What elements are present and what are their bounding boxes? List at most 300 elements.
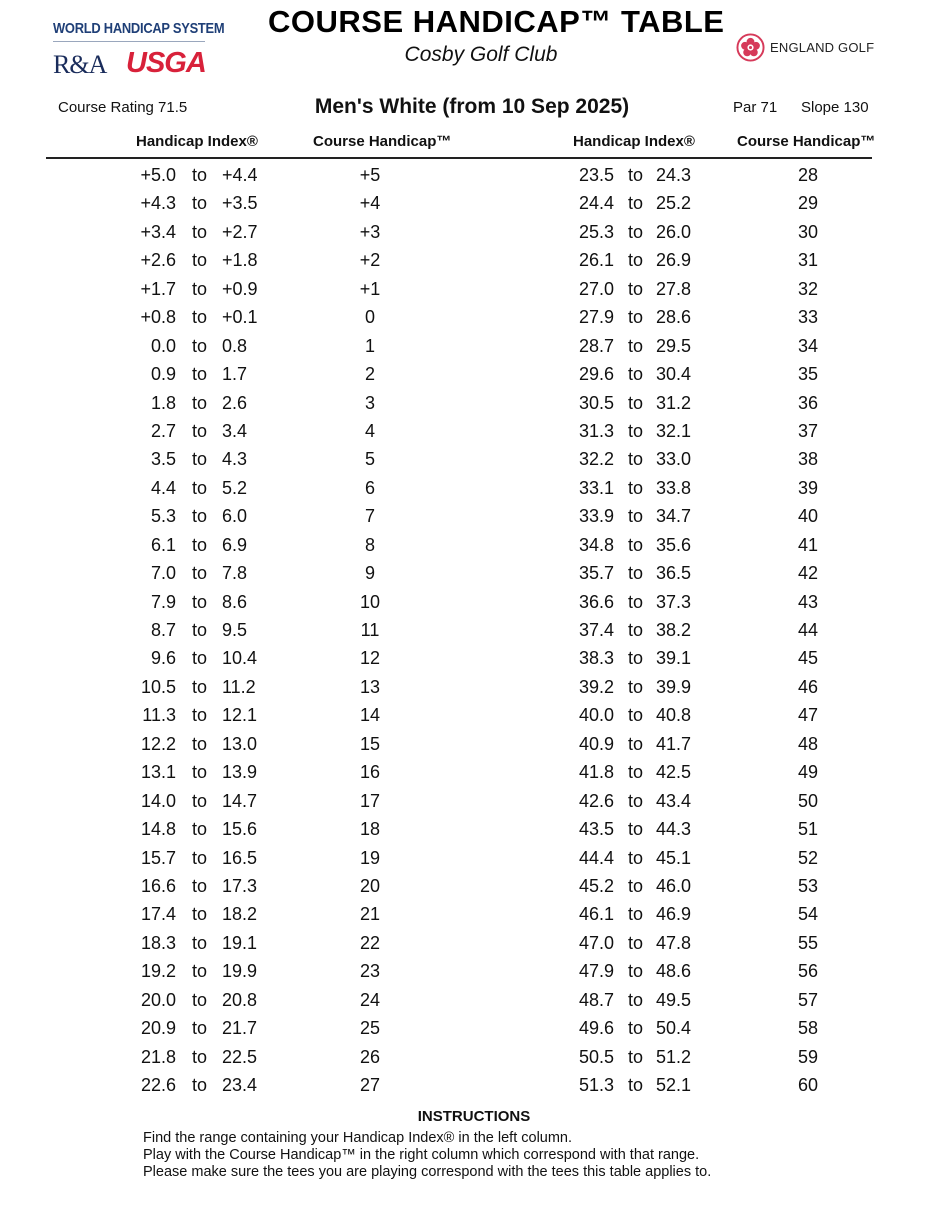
right-to-label: to [628, 1075, 644, 1095]
right-index-to: 34.7 [656, 506, 692, 527]
right-to-label: to [628, 762, 644, 783]
right-index-to: 28.6 [656, 307, 692, 328]
table-row [0, 162, 940, 190]
left-course-handicap: 24 [359, 989, 381, 1010]
left-course-handicap: 23 [359, 961, 381, 982]
right-index-to: 49.5 [656, 989, 692, 1010]
right-to-label: to [628, 620, 644, 640]
left-index-from: 2.7 [150, 420, 176, 441]
left-index-to: 21.7 [222, 1018, 258, 1039]
left-index-from: 11.3 [142, 705, 176, 726]
left-index-to: 22.5 [222, 1046, 258, 1067]
right-index-to: 38.2 [656, 620, 692, 640]
right-course-handicap: 53 [797, 875, 819, 896]
right-index-from: 40.0 [578, 705, 614, 726]
right-course-handicap: 39 [797, 477, 819, 498]
instruction-line-2: Play with the Course Handicap™ in the right column which correspond with that range. [143, 1147, 700, 1163]
table-row [0, 788, 940, 816]
table-row [0, 276, 940, 304]
left-to-label: to [192, 307, 208, 328]
table-row [0, 219, 940, 247]
right-index-from: 40.9 [578, 733, 614, 754]
left-course-handicap: 25 [359, 1018, 381, 1039]
left-to-label: to [192, 420, 208, 441]
instructions-title: INSTRUCTIONS [417, 1108, 531, 1125]
right-index-to: 43.4 [656, 790, 692, 811]
left-to-label: to [192, 392, 208, 413]
left-index-from: 10.5 [140, 676, 176, 697]
right-course-handicap: 29 [797, 193, 819, 214]
header-left-course-handicap: Course Handicap™ [313, 133, 452, 150]
right-to-label: to [628, 563, 644, 584]
right-to-label: to [628, 364, 644, 385]
left-to-label: to [192, 506, 208, 527]
left-to-label: to [192, 932, 208, 953]
right-course-handicap: 48 [797, 733, 819, 754]
table-row [0, 930, 940, 958]
right-course-handicap: 41 [797, 534, 819, 555]
left-course-handicap: 10 [359, 591, 381, 612]
right-index-from: 45.2 [578, 875, 614, 896]
table-row [0, 304, 940, 332]
right-to-label: to [628, 506, 644, 527]
right-course-handicap: 54 [797, 904, 819, 925]
left-index-from: 0.9 [150, 364, 176, 385]
table-row [0, 674, 940, 702]
right-course-handicap: 45 [797, 648, 819, 669]
right-index-to: 32.1 [656, 420, 692, 441]
left-to-label: to [192, 648, 208, 669]
left-index-to: 23.4 [222, 1075, 258, 1095]
left-index-to: 5.2 [222, 477, 248, 498]
right-course-handicap: 55 [797, 932, 819, 953]
left-index-from: 16.6 [140, 875, 176, 896]
left-index-from: 19.2 [140, 961, 176, 982]
left-index-from: 14.8 [140, 819, 176, 840]
left-index-to: 13.9 [222, 762, 258, 783]
left-course-handicap: 5 [364, 449, 375, 470]
right-index-from: 28.7 [578, 335, 614, 356]
left-index-from: 4.4 [150, 477, 176, 498]
left-index-to: 19.9 [222, 961, 258, 982]
table-row [0, 617, 940, 645]
left-to-label: to [192, 364, 208, 385]
right-index-from: 44.4 [578, 847, 614, 868]
right-course-handicap: 35 [797, 364, 819, 385]
table-row [0, 1015, 940, 1043]
left-index-from: 14.0 [140, 790, 176, 811]
right-index-to: 26.9 [656, 250, 692, 271]
course-slope: Slope 130 [801, 99, 869, 116]
tee-title: Men's White (from 10 Sep 2025) [314, 95, 630, 118]
left-course-handicap: +1 [359, 278, 381, 299]
left-index-from: +0.8 [140, 307, 176, 328]
left-to-label: to [192, 193, 208, 214]
right-course-handicap: 44 [797, 620, 819, 640]
right-course-handicap: 31 [797, 250, 819, 271]
left-to-label: to [192, 733, 208, 754]
left-index-to: 10.4 [222, 648, 258, 669]
right-to-label: to [628, 847, 644, 868]
right-to-label: to [628, 449, 644, 470]
table-row [0, 361, 940, 389]
right-index-from: 23.5 [578, 165, 614, 185]
left-index-from: +2.6 [140, 250, 176, 271]
header-rule [46, 157, 872, 159]
right-to-label: to [628, 165, 644, 185]
right-index-from: 43.5 [578, 819, 614, 840]
right-index-to: 33.8 [656, 477, 692, 498]
left-to-label: to [192, 591, 208, 612]
left-course-handicap: 9 [364, 563, 375, 584]
right-index-to: 46.0 [656, 875, 692, 896]
left-index-from: 6.1 [150, 534, 176, 555]
right-course-handicap: 33 [797, 307, 819, 328]
usga-logo: USGA [126, 47, 206, 79]
right-index-from: 49.6 [578, 1018, 614, 1039]
right-to-label: to [628, 591, 644, 612]
right-index-from: 50.5 [578, 1046, 614, 1067]
right-to-label: to [628, 904, 644, 925]
left-course-handicap: 1 [364, 335, 375, 356]
left-index-to: 6.9 [222, 534, 248, 555]
right-index-to: 41.7 [656, 733, 692, 754]
right-to-label: to [628, 1046, 644, 1067]
table-row [0, 759, 940, 787]
right-index-to: 51.2 [656, 1046, 692, 1067]
table-row [0, 503, 940, 531]
left-to-label: to [192, 165, 208, 185]
right-index-from: 37.4 [578, 620, 614, 640]
table-row [0, 901, 940, 929]
left-course-handicap: 8 [364, 534, 375, 555]
left-index-to: 7.8 [222, 563, 248, 584]
left-index-to: 11.2 [222, 676, 256, 697]
left-index-to: 12.1 [222, 705, 258, 726]
table-row [0, 589, 940, 617]
right-index-from: 30.5 [578, 392, 614, 413]
right-to-label: to [628, 420, 644, 441]
right-index-to: 47.8 [656, 932, 692, 953]
left-course-handicap: +4 [359, 193, 381, 214]
right-to-label: to [628, 534, 644, 555]
right-course-handicap: 34 [797, 335, 819, 356]
left-course-handicap: 20 [359, 875, 381, 896]
right-index-to: 46.9 [656, 904, 692, 925]
page-title: COURSE HANDICAP™ TABLE [268, 4, 725, 39]
left-index-to: 20.8 [222, 989, 258, 1010]
right-index-from: 34.8 [578, 534, 614, 555]
left-course-handicap: 19 [359, 847, 381, 868]
left-course-handicap: 18 [359, 819, 381, 840]
right-index-from: 48.7 [578, 989, 614, 1010]
right-course-handicap: 43 [797, 591, 819, 612]
right-index-from: 25.3 [578, 221, 614, 242]
left-course-handicap: 21 [359, 904, 381, 925]
left-to-label: to [192, 477, 208, 498]
right-index-to: 27.8 [656, 278, 692, 299]
left-to-label: to [192, 563, 208, 584]
table-row [0, 190, 940, 218]
right-course-handicap: 42 [797, 563, 819, 584]
right-course-handicap: 40 [797, 506, 819, 527]
table-row [0, 702, 940, 730]
left-index-to: 4.3 [222, 449, 248, 470]
left-index-from: 3.5 [150, 449, 176, 470]
right-index-from: 33.1 [578, 477, 614, 498]
left-to-label: to [192, 989, 208, 1010]
right-to-label: to [628, 705, 644, 726]
left-to-label: to [192, 819, 208, 840]
right-course-handicap: 47 [797, 705, 819, 726]
right-index-to: 26.0 [656, 221, 692, 242]
left-index-from: 17.4 [140, 904, 176, 925]
right-to-label: to [628, 477, 644, 498]
left-index-to: 1.7 [222, 364, 248, 385]
right-to-label: to [628, 1018, 644, 1039]
right-index-from: 47.0 [578, 932, 614, 953]
right-index-from: 27.9 [578, 307, 614, 328]
left-index-from: +4.3 [140, 193, 176, 214]
left-course-handicap: 7 [364, 506, 375, 527]
header-right-course-handicap: Course Handicap™ [737, 133, 876, 150]
instruction-line-3: Please make sure the tees you are playing correspond with the tees this table applies to. [143, 1164, 712, 1180]
left-index-to: 8.6 [222, 591, 248, 612]
left-index-to: +0.1 [222, 307, 258, 328]
table-row [0, 1044, 940, 1072]
right-index-from: 41.8 [578, 762, 614, 783]
right-index-to: 48.6 [656, 961, 692, 982]
left-index-to: 14.7 [222, 790, 258, 811]
table-row [0, 645, 940, 673]
right-course-handicap: 56 [797, 961, 819, 982]
left-course-handicap: 16 [359, 762, 381, 783]
left-to-label: to [192, 1046, 208, 1067]
right-index-from: 36.6 [578, 591, 614, 612]
right-index-to: 42.5 [656, 762, 692, 783]
left-course-handicap: 2 [364, 364, 375, 385]
course-par: Par 71 [733, 99, 778, 116]
left-index-from: 20.9 [140, 1018, 176, 1039]
right-course-handicap: 30 [797, 221, 819, 242]
right-index-from: 24.4 [578, 193, 614, 214]
course-rating: Course Rating 71.5 [58, 99, 188, 116]
right-course-handicap: 38 [797, 449, 819, 470]
right-to-label: to [628, 307, 644, 328]
left-index-to: +3.5 [222, 193, 258, 214]
left-index-from: 7.9 [150, 591, 176, 612]
left-index-from: +3.4 [140, 221, 176, 242]
left-to-label: to [192, 1018, 208, 1039]
left-to-label: to [192, 961, 208, 982]
right-index-from: 39.2 [578, 676, 614, 697]
right-index-from: 27.0 [578, 278, 614, 299]
right-course-handicap: 32 [797, 278, 819, 299]
left-index-from: 21.8 [140, 1046, 176, 1067]
rna-logo: R&A [53, 50, 107, 79]
left-course-handicap: 3 [364, 392, 375, 413]
left-index-to: 19.1 [222, 932, 258, 953]
right-index-to: 40.8 [656, 705, 692, 726]
left-course-handicap: 22 [359, 932, 381, 953]
left-index-from: 0.0 [150, 335, 176, 356]
left-index-from: +1.7 [140, 278, 176, 299]
right-to-label: to [628, 392, 644, 413]
whs-divider [53, 41, 205, 42]
left-index-from: +5.0 [140, 165, 176, 185]
left-index-from: 20.0 [140, 989, 176, 1010]
left-course-handicap: +2 [359, 250, 381, 271]
right-index-from: 31.3 [578, 420, 614, 441]
left-index-from: 5.3 [150, 506, 176, 527]
right-index-to: 45.1 [656, 847, 692, 868]
left-index-from: 15.7 [140, 847, 176, 868]
header-right-index: Handicap Index® [573, 133, 695, 150]
right-index-from: 51.3 [578, 1075, 614, 1095]
left-index-to: 16.5 [222, 847, 258, 868]
right-index-to: 52.1 [656, 1075, 692, 1095]
right-course-handicap: 28 [797, 165, 819, 185]
left-index-to: +1.8 [222, 250, 258, 271]
right-index-to: 39.1 [656, 648, 692, 669]
left-to-label: to [192, 875, 208, 896]
right-to-label: to [628, 250, 644, 271]
left-index-to: 9.5 [222, 620, 248, 640]
table-row [0, 532, 940, 560]
right-index-from: 33.9 [578, 506, 614, 527]
right-index-from: 26.1 [578, 250, 614, 271]
table-row [0, 845, 940, 873]
right-to-label: to [628, 819, 644, 840]
table-row [0, 987, 940, 1015]
right-course-handicap: 58 [797, 1018, 819, 1039]
right-to-label: to [628, 790, 644, 811]
table-row [0, 1072, 940, 1100]
header-left-index: Handicap Index® [136, 133, 258, 150]
left-index-from: 12.2 [140, 733, 176, 754]
right-course-handicap: 57 [797, 989, 819, 1010]
right-index-from: 38.3 [578, 648, 614, 669]
left-course-handicap: +3 [359, 221, 381, 242]
right-to-label: to [628, 193, 644, 214]
left-to-label: to [192, 449, 208, 470]
left-index-from: 9.6 [150, 648, 176, 669]
right-index-to: 37.3 [656, 591, 692, 612]
table-row [0, 816, 940, 844]
left-to-label: to [192, 1075, 208, 1095]
right-to-label: to [628, 278, 644, 299]
table-row [0, 247, 940, 275]
table-row [0, 560, 940, 588]
rose-icon [736, 33, 765, 62]
left-course-handicap: 13 [359, 676, 381, 697]
left-to-label: to [192, 620, 208, 640]
table-row [0, 418, 940, 446]
left-index-from: 8.7 [150, 620, 176, 640]
table-row [0, 731, 940, 759]
table-row [0, 446, 940, 474]
left-index-to: 3.4 [222, 420, 248, 441]
left-to-label: to [192, 221, 208, 242]
left-to-label: to [192, 278, 208, 299]
right-to-label: to [628, 989, 644, 1010]
left-course-handicap: 27 [359, 1075, 381, 1095]
right-course-handicap: 50 [797, 790, 819, 811]
right-to-label: to [628, 733, 644, 754]
left-index-from: 1.8 [150, 392, 176, 413]
right-index-to: 44.3 [656, 819, 692, 840]
right-course-handicap: 59 [797, 1046, 819, 1067]
table-row [0, 475, 940, 503]
instruction-line-1: Find the range containing your Handicap Index® in the left column. [143, 1130, 573, 1146]
right-index-to: 31.2 [656, 392, 692, 413]
table-row [0, 873, 940, 901]
left-course-handicap: 26 [359, 1046, 381, 1067]
left-index-to: +4.4 [222, 165, 258, 185]
right-index-from: 29.6 [578, 364, 614, 385]
right-index-to: 33.0 [656, 449, 692, 470]
left-course-handicap: 17 [359, 790, 381, 811]
left-to-label: to [192, 250, 208, 271]
right-course-handicap: 49 [797, 762, 819, 783]
right-course-handicap: 60 [797, 1075, 819, 1095]
table-row [0, 333, 940, 361]
left-course-handicap: 15 [359, 733, 381, 754]
right-index-to: 50.4 [656, 1018, 692, 1039]
left-to-label: to [192, 762, 208, 783]
left-index-to: +2.7 [222, 221, 258, 242]
right-index-to: 35.6 [656, 534, 692, 555]
left-to-label: to [192, 676, 208, 697]
left-index-to: +0.9 [222, 278, 258, 299]
right-to-label: to [628, 221, 644, 242]
right-index-from: 46.1 [578, 904, 614, 925]
right-index-from: 47.9 [578, 961, 614, 982]
left-course-handicap: 14 [359, 705, 381, 726]
right-course-handicap: 51 [797, 819, 819, 840]
left-to-label: to [192, 904, 208, 925]
right-index-to: 29.5 [656, 335, 692, 356]
right-course-handicap: 52 [797, 847, 819, 868]
left-to-label: to [192, 705, 208, 726]
left-index-from: 18.3 [140, 932, 176, 953]
right-to-label: to [628, 648, 644, 669]
right-course-handicap: 36 [797, 392, 819, 413]
left-index-from: 7.0 [150, 563, 176, 584]
right-index-from: 35.7 [578, 563, 614, 584]
left-course-handicap: 4 [364, 420, 375, 441]
right-to-label: to [628, 932, 644, 953]
left-index-to: 0.8 [222, 335, 248, 356]
right-index-from: 42.6 [578, 790, 614, 811]
left-course-handicap: 6 [364, 477, 375, 498]
left-index-to: 6.0 [222, 506, 248, 527]
right-index-to: 39.9 [656, 676, 692, 697]
left-index-to: 15.6 [222, 819, 258, 840]
right-index-from: 32.2 [578, 449, 614, 470]
right-index-to: 24.3 [656, 165, 692, 185]
left-course-handicap: 0 [364, 307, 375, 328]
left-index-to: 2.6 [222, 392, 248, 413]
right-to-label: to [628, 875, 644, 896]
whs-logo: WORLD HANDICAP SYSTEM [53, 20, 225, 37]
england-golf-logo: ENGLAND GOLF [770, 40, 875, 55]
left-index-from: 13.1 [140, 762, 176, 783]
right-index-to: 36.5 [656, 563, 692, 584]
right-index-to: 30.4 [656, 364, 692, 385]
right-course-handicap: 46 [797, 676, 819, 697]
left-index-to: 13.0 [222, 733, 258, 754]
